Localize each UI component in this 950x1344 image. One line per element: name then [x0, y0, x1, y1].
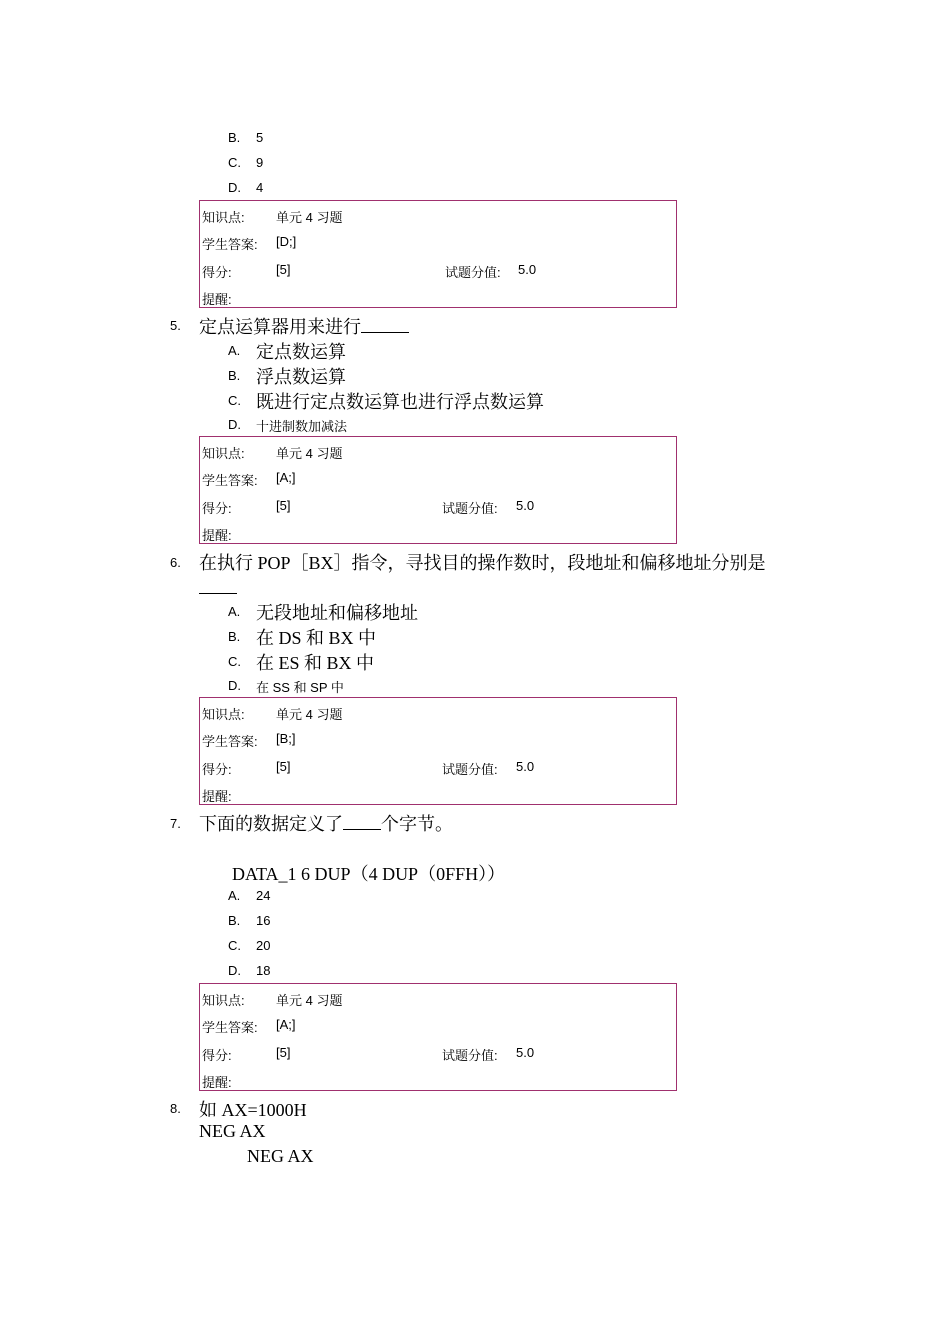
- knowledge-value: 单元 4 习题: [276, 993, 343, 1008]
- option-letter: C.: [228, 155, 241, 170]
- question-number: 6.: [170, 555, 181, 570]
- knowledge-value: 单元 4 习题: [276, 210, 343, 225]
- option-letter: C.: [228, 938, 241, 953]
- question-number: 8.: [170, 1101, 181, 1116]
- option-letter: C.: [228, 654, 241, 669]
- score-label: 得分:: [202, 762, 232, 777]
- option-text: 4: [256, 180, 264, 195]
- hint-label: 提醒:: [202, 1075, 232, 1090]
- question-text: 定点运算器用来进行: [199, 313, 409, 339]
- option-text: 无段地址和偏移地址: [256, 603, 418, 623]
- option-letter: A.: [228, 343, 241, 358]
- question-value-label: 试题分值:: [442, 1048, 498, 1063]
- hint-label: 提醒:: [202, 789, 232, 804]
- option-letter: B.: [228, 913, 241, 928]
- option-text: 18: [256, 963, 271, 978]
- student-answer-label: 学生答案:: [202, 734, 258, 749]
- knowledge-value: 单元 4 习题: [276, 707, 343, 722]
- question-number: 5.: [170, 318, 181, 333]
- option-text: 定点数运算: [256, 342, 346, 362]
- option-letter: B.: [228, 130, 241, 145]
- student-answer-value: [A;]: [276, 1017, 296, 1032]
- option-letter: A.: [228, 888, 241, 903]
- option-text: 浮点数运算: [256, 367, 346, 387]
- option-letter: D.: [228, 678, 241, 693]
- option-letter: D.: [228, 180, 241, 195]
- question-value: 5.0: [518, 262, 537, 277]
- option-letter: D.: [228, 963, 241, 978]
- student-answer-value: [D;]: [276, 234, 297, 249]
- question-value-label: 试题分值:: [445, 265, 501, 280]
- option-text: 在 SS 和 SP 中: [256, 680, 344, 695]
- hint-label: 提醒:: [202, 292, 232, 307]
- option-text: 20: [256, 938, 271, 953]
- answer-info-box: [199, 436, 677, 544]
- knowledge-label: 知识点:: [202, 210, 245, 225]
- option-text: 在 DS 和 BX 中: [256, 628, 377, 648]
- question-value-label: 试题分值:: [442, 501, 498, 516]
- student-answer-value: [B;]: [276, 731, 296, 746]
- question-text-line: 如 AX=1000H: [199, 1100, 307, 1120]
- answer-blank: [199, 576, 237, 594]
- answer-blank: [361, 332, 409, 333]
- question-value: 5.0: [516, 1045, 535, 1060]
- knowledge-label: 知识点:: [202, 993, 245, 1008]
- knowledge-label: 知识点:: [202, 707, 245, 722]
- code-line: DATA_1 6 DUP（4 DUP（0FFH））: [232, 864, 506, 884]
- score-value: [5]: [276, 498, 291, 513]
- option-text: 十进制数加减法: [256, 419, 348, 434]
- student-answer-label: 学生答案:: [202, 237, 258, 252]
- answer-info-box: [199, 697, 677, 805]
- option-letter: B.: [228, 368, 241, 383]
- option-text: 9: [256, 155, 264, 170]
- student-answer-value: [A;]: [276, 470, 296, 485]
- question-value: 5.0: [516, 498, 535, 513]
- question-value: 5.0: [516, 759, 535, 774]
- knowledge-label: 知识点:: [202, 446, 245, 461]
- knowledge-value: 单元 4 习题: [276, 446, 343, 461]
- question-value-label: 试题分值:: [442, 762, 498, 777]
- option-text: 在 ES 和 BX 中: [256, 653, 375, 673]
- question-text-line: NEG AX: [199, 1121, 266, 1141]
- score-value: [5]: [276, 759, 291, 774]
- answer-info-box: [199, 983, 677, 1091]
- score-label: 得分:: [202, 265, 232, 280]
- option-text: 5: [256, 130, 264, 145]
- question-text-line: NEG AX: [247, 1146, 314, 1166]
- student-answer-label: 学生答案:: [202, 473, 258, 488]
- answer-blank: [343, 829, 381, 830]
- option-text: 24: [256, 888, 271, 903]
- option-text: 既进行定点数运算也进行浮点数运算: [256, 392, 544, 412]
- question-number: 7.: [170, 816, 181, 831]
- score-label: 得分:: [202, 1048, 232, 1063]
- option-letter: C.: [228, 393, 241, 408]
- score-label: 得分:: [202, 501, 232, 516]
- hint-label: 提醒:: [202, 528, 232, 543]
- answer-info-box: [199, 200, 677, 308]
- score-value: [5]: [276, 262, 291, 277]
- question-text: 下面的数据定义了 个字节。: [199, 814, 453, 834]
- option-text: 16: [256, 913, 271, 928]
- student-answer-label: 学生答案:: [202, 1020, 258, 1035]
- option-letter: B.: [228, 629, 241, 644]
- score-value: [5]: [276, 1045, 291, 1060]
- option-letter: A.: [228, 604, 241, 619]
- option-letter: D.: [228, 417, 241, 432]
- question-text: 在执行 POP［BX］指令，寻找目的操作数时，段地址和偏移地址分别是: [199, 553, 766, 573]
